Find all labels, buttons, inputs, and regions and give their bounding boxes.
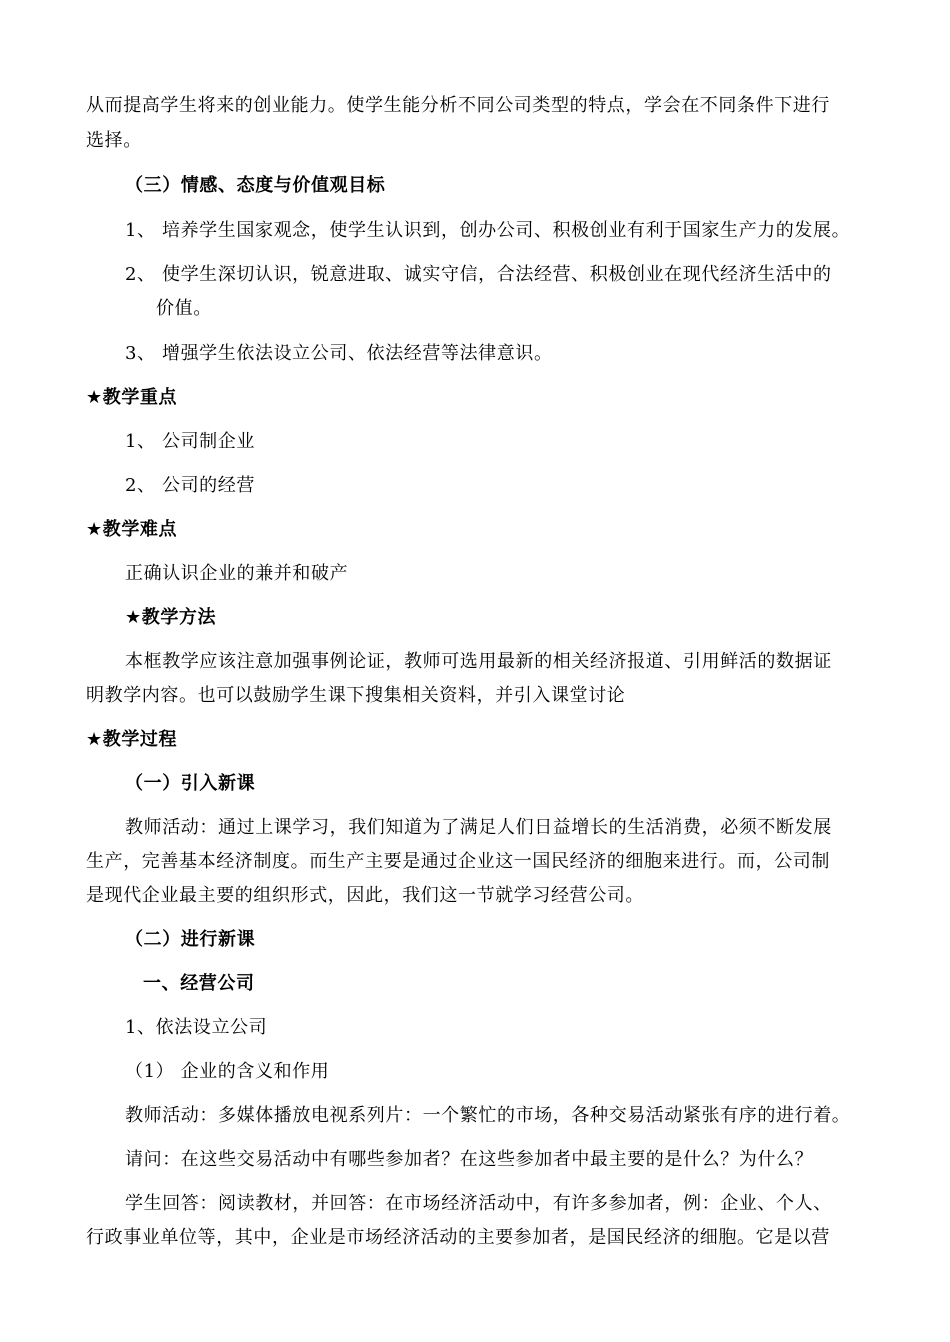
paragraph-line: 正确认识企业的兼并和破产	[125, 563, 349, 584]
section-heading: ★教学难点	[86, 519, 178, 540]
list-item: 1、 公司制企业	[125, 431, 255, 452]
paragraph-line: 请问：在这些交易活动中有哪些参加者？在这些参加者中最主要的是什么？为什么？	[125, 1149, 814, 1170]
paragraph-line: 生产，完善基本经济制度。而生产主要是通过企业这一国民经济的细胞来进行。而，公司制	[86, 851, 830, 872]
list-item: 1、 培养学生国家观念，使学生认识到，创办公司、积极创业有利于国家生产力的发展。	[125, 220, 851, 241]
paragraph-line: 学生回答：阅读教材，并回答：在市场经济活动中，有许多参加者，例：企业、个人、	[125, 1193, 832, 1214]
paragraph-line: 教师活动：多媒体播放电视系列片：一个繁忙的市场，各种交易活动紧张有序的进行着。	[125, 1105, 851, 1126]
section-heading: ★教学过程	[86, 729, 178, 750]
paragraph-line: 明教学内容。也可以鼓励学生课下搜集相关资料，并引入课堂讨论	[86, 685, 626, 706]
paragraph-line: 是现代企业最主要的组织形式，因此，我们这一节就学习经营公司。	[86, 885, 644, 906]
paragraph-line: 从而提高学生将来的创业能力。使学生能分析不同公司类型的特点，学会在不同条件下进行	[86, 95, 830, 116]
paragraph-line: 本框教学应该注意加强事例论证，教师可选用最新的相关经济报道、引用鲜活的数据证	[125, 651, 832, 672]
subsection-heading: 一、经营公司	[143, 973, 255, 994]
section-heading: （三）情感、态度与价值观目标	[125, 175, 386, 196]
paragraph-line: 1、依法设立公司	[125, 1017, 268, 1038]
paragraph-line: 教师活动：通过上课学习，我们知道为了满足人们日益增长的生活消费，必须不断发展	[125, 817, 832, 838]
list-item: 2、 使学生深切认识，锐意进取、诚实守信，合法经营、积极创业在现代经济生活中的	[125, 264, 832, 285]
section-heading: ★教学方法	[125, 607, 217, 628]
section-heading: ★教学重点	[86, 387, 178, 408]
paragraph-line: （1） 企业的含义和作用	[125, 1061, 330, 1082]
list-item-continuation: 价值。	[156, 298, 212, 319]
list-item: 2、 公司的经营	[125, 475, 255, 496]
paragraph-line: 选择。	[86, 130, 142, 151]
list-item: 3、 增强学生依法设立公司、依法经营等法律意识。	[125, 343, 553, 364]
paragraph-line: 行政事业单位等，其中，企业是市场经济活动的主要参加者，是国民经济的细胞。它是以营	[86, 1227, 830, 1248]
subsection-heading: （一）引入新课	[125, 773, 256, 794]
subsection-heading: （二）进行新课	[125, 929, 256, 950]
